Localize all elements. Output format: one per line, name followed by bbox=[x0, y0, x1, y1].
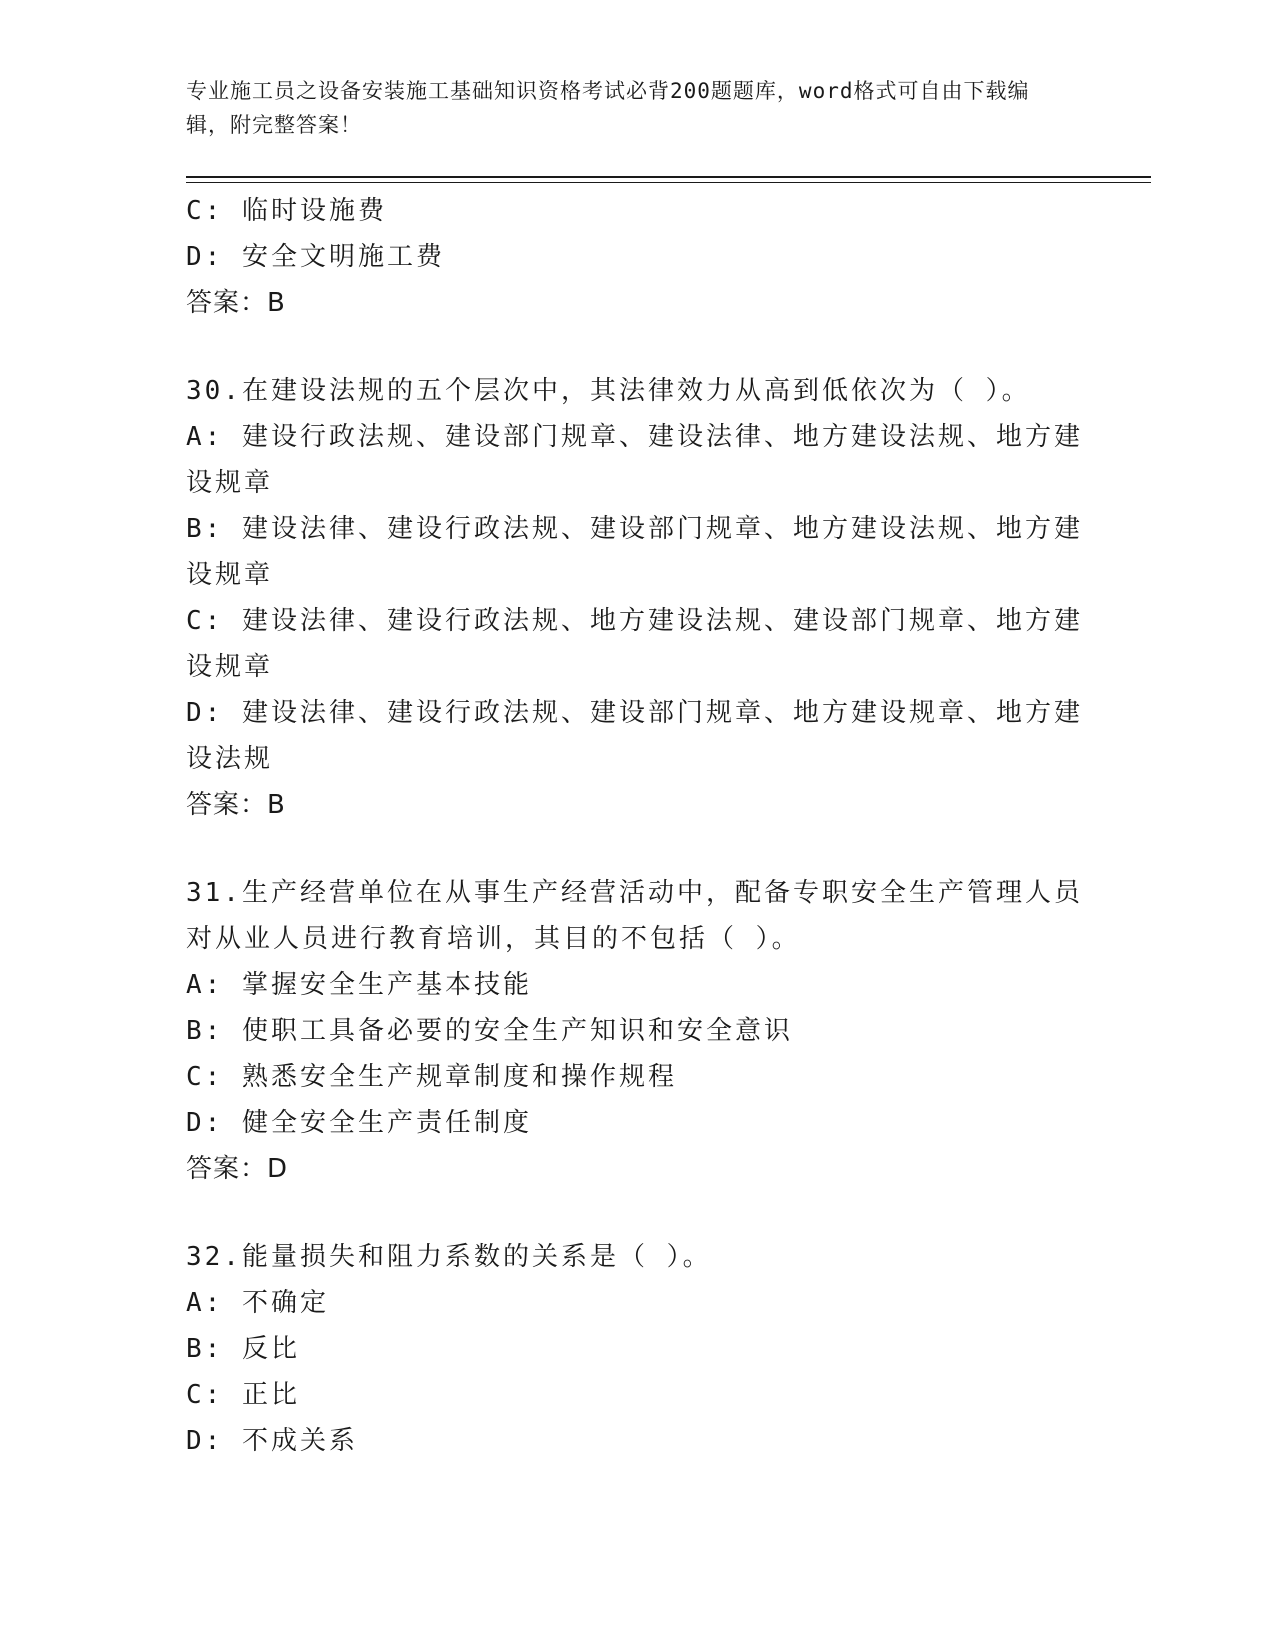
answer: 答案：B bbox=[186, 790, 286, 820]
option-b: B: 反比 bbox=[186, 1334, 300, 1364]
option-a: A: 建设行政法规、建设部门规章、建设法律、地方建设法规、地方建设规章 bbox=[186, 422, 1083, 498]
option-d: D: 建设法律、建设行政法规、建设部门规章、地方建设规章、地方建设法规 bbox=[186, 698, 1083, 774]
spacer bbox=[186, 1192, 1086, 1234]
spacer bbox=[186, 828, 1086, 870]
header-divider-thick bbox=[186, 176, 1151, 178]
option-c: C: 正比 bbox=[186, 1380, 300, 1410]
option-c: C: 熟悉安全生产规章制度和操作规程 bbox=[186, 1062, 677, 1092]
question-stem: 32.能量损失和阻力系数的关系是（ ）。 bbox=[186, 1242, 712, 1272]
question-content bbox=[186, 188, 1086, 1464]
option-d: D: 不成关系 bbox=[186, 1426, 358, 1456]
option-b: B: 建设法律、建设行政法规、建设部门规章、地方建设法规、地方建设规章 bbox=[186, 514, 1083, 590]
page-header: 专业施工员之设备安装施工基础知识资格考试必背200题题库，word格式可自由下载编辑，附完整答案！ bbox=[186, 79, 1030, 137]
option-b: B: 使职工具备必要的安全生产知识和安全意识 bbox=[186, 1016, 793, 1046]
option-c: C: 建设法律、建设行政法规、地方建设法规、建设部门规章、地方建设规章 bbox=[186, 606, 1083, 682]
option-a: A: 不确定 bbox=[186, 1288, 329, 1318]
header-divider-thin bbox=[186, 182, 1151, 183]
option-a: A: 掌握安全生产基本技能 bbox=[186, 970, 532, 1000]
answer: 答案：B bbox=[186, 288, 286, 318]
option-d: D: 安全文明施工费 bbox=[186, 242, 445, 272]
spacer bbox=[186, 326, 1086, 368]
question-stem: 31.生产经营单位在从事生产经营活动中，配备专职安全生产管理人员对从业人员进行教育培训，其目的不包括（ ）。 bbox=[186, 878, 1083, 954]
answer: 答案：D bbox=[186, 1154, 289, 1184]
option-c: C: 临时设施费 bbox=[186, 196, 387, 226]
option-d: D: 健全安全生产责任制度 bbox=[186, 1108, 532, 1138]
question-stem: 30.在建设法规的五个层次中，其法律效力从高到低依次为（ ）。 bbox=[186, 376, 1031, 406]
